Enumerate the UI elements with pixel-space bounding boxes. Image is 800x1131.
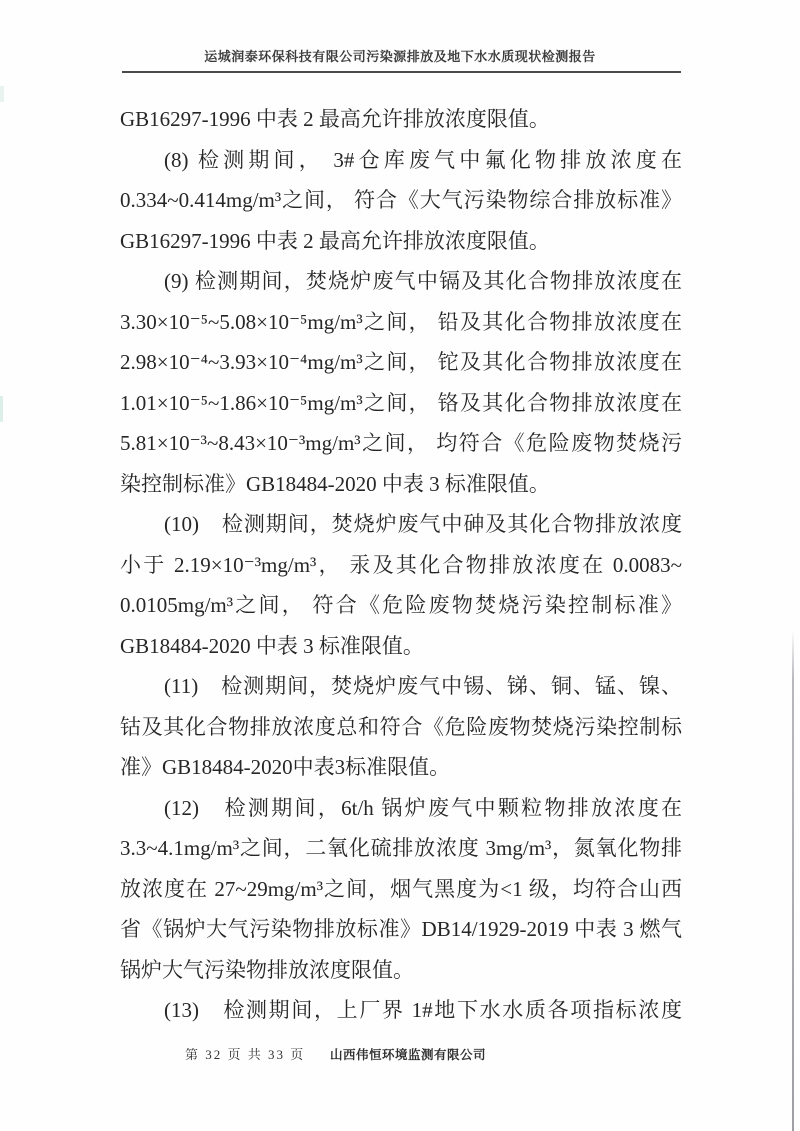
report-body [120, 99, 682, 1031]
text-line: 1.01×10⁻⁵~1.86×10⁻⁵mg/m³之间， 铬及其化合物排放浓度在 [120, 390, 682, 415]
text-line: 3.30×10⁻⁵~5.08×10⁻⁵mg/m³之间， 铅及其化合物排放浓度在 [120, 309, 682, 334]
text-line: 染控制标准》GB18484-2020 中表 3 标准限值。 [120, 471, 550, 496]
text-line: 准》GB18484-2020中表3标准限值。 [120, 755, 451, 779]
paragraph-9 [120, 261, 682, 504]
text-line: 5.81×10⁻³~8.43×10⁻³mg/m³之间， 均符合《危险废物焚烧污 [120, 431, 682, 455]
paragraph-13 [120, 990, 682, 1031]
page-header-title: 运城润泰环保科技有限公司污染源排放及地下水水质现状检测报告 [204, 49, 596, 64]
text-line: 3.3~4.1mg/m³之间，二氧化硫排放浓度 3mg/m³，氮氧化物排 [120, 836, 682, 860]
text-line: (9) 检测期间，焚烧炉废气中镉及其化合物排放浓度在 [164, 269, 682, 293]
text-line: (13) 检测期间，上厂界 1#地下水水质各项指标浓度 [164, 998, 682, 1022]
text-line: (12) 检测期间，6t/h 锅炉废气中颗粒物排放浓度在 [164, 795, 682, 820]
header-rule [122, 71, 681, 73]
scan-artifact-mark [0, 396, 3, 422]
text-line: 钴及其化合物排放浓度总和符合《危险废物焚烧污染控制标 [120, 714, 682, 739]
text-line: 2.98×10⁻⁴~3.93×10⁻⁴mg/m³之间， 铊及其化合物排放浓度在 [120, 350, 682, 374]
scan-artifact-mark [0, 86, 4, 102]
text-line: 锅炉大气污染物排放浓度限值。 [120, 957, 414, 982]
text-line: GB16297-1996 中表 2 最高允许排放浓度限值。 [120, 228, 550, 253]
text-line: 放浓度在 27~29mg/m³之间，烟气黑度为<1 级，均符合山西 [120, 876, 682, 901]
text-line: GB18484-2020 中表 3 标准限值。 [120, 633, 424, 658]
text-line: 小于 2.19×10⁻³mg/m³， 汞及其化合物排放浓度在 0.0083~ [120, 552, 682, 577]
text-line: 0.0105mg/m³之间， 符合《危险废物焚烧污染控制标准》 [120, 593, 682, 617]
text-line: (8) 检测期间， 3#仓库废气中氟化物排放浓度在 [164, 147, 682, 172]
paragraph-continuation [120, 99, 682, 140]
text-line: 省《锅炉大气污染物排放标准》DB14/1929-2019 中表 3 燃气 [120, 917, 682, 941]
text-line: (10) 检测期间，焚烧炉废气中砷及其化合物排放浓度 [164, 512, 682, 536]
paragraph-8 [120, 140, 682, 262]
paragraph-11 [120, 666, 682, 788]
text-line: GB16297-1996 中表 2 最高允许排放浓度限值。 [120, 107, 550, 131]
footer-company-name: 山西伟恒环境监测有限公司 [330, 1048, 487, 1062]
paragraph-10 [120, 504, 682, 666]
scan-edge-line [792, 630, 794, 1131]
footer-page-number: 第 32 页 共 33 页 [185, 1047, 306, 1062]
text-line: (11) 检测期间，焚烧炉废气中锡、锑、铜、锰、镍、 [164, 674, 682, 698]
text-line: 0.334~0.414mg/m³之间， 符合《大气污染物综合排放标准》 [120, 188, 682, 212]
paragraph-12 [120, 788, 682, 991]
